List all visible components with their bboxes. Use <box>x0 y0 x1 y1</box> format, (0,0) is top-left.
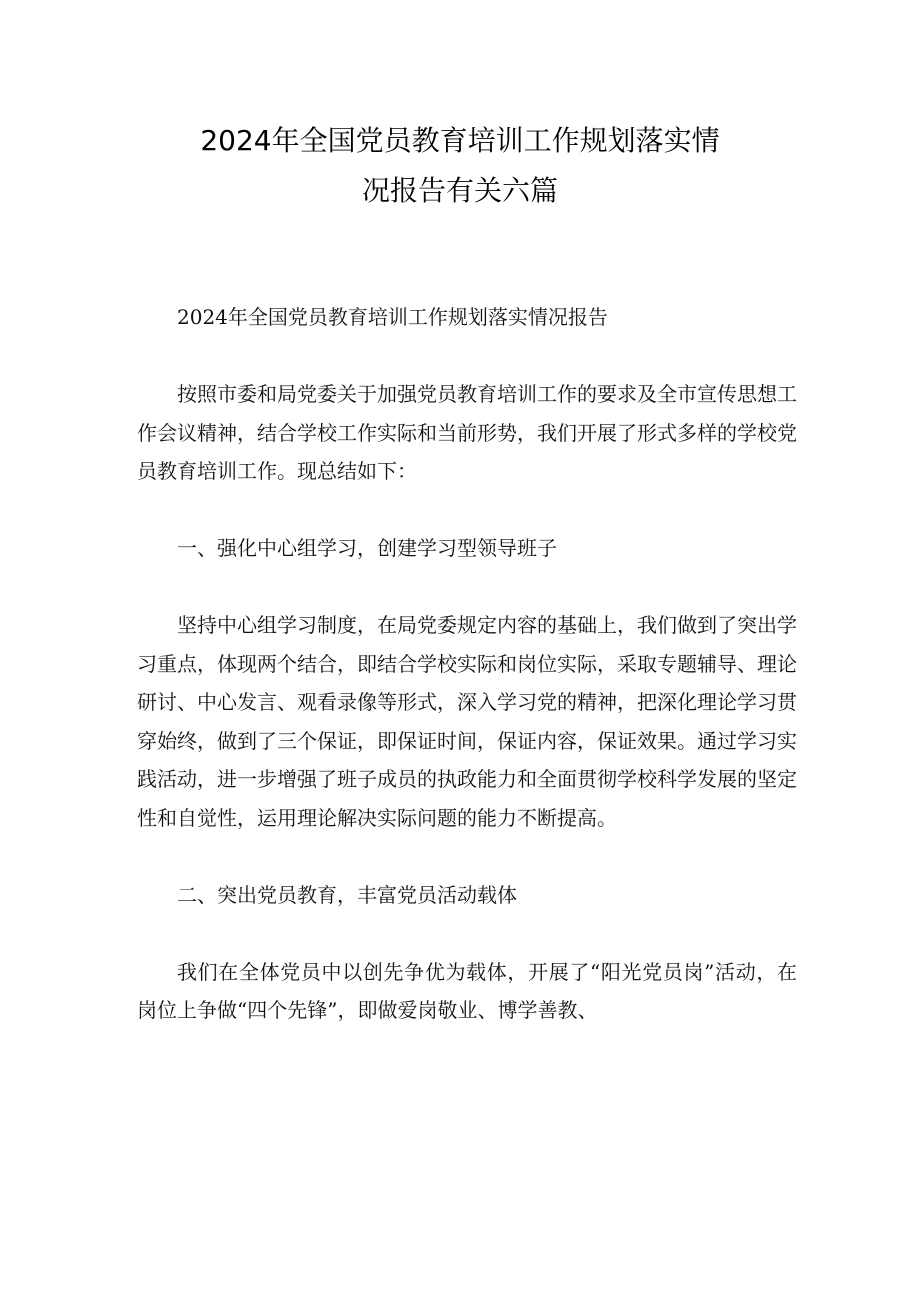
section-paragraph-2: 我们在全体党员中以创先争优为载体，开展了“阳光党员岗”活动，在岗位上争做“四个先锋”，即做爱岗敬业、博学善教、 <box>137 959 797 1022</box>
section-paragraph-1: 坚持中心组学习制度，在局党委规定内容的基础上，我们做到了突出学习重点，体现两个结合，即结合学校实际和岗位实际，采取专题辅导、理论研讨、中心发言、观看录像等形式，深入学习党的精神，把深化理论学习贯穿始终，做到了三个保证，即保证时间，保证内容，保证效果。通过学习实践活动，进一步增强了班子成员的执政能力和全面贯彻学校科学发展的坚定性和自觉性，运用理论解决实际问题的能力不断提高。 <box>137 613 797 830</box>
document-title-line-2: 况报告有关六篇 <box>361 174 558 207</box>
intro-paragraph: 按照市委和局党委关于加强党员教育培训工作的要求及全市宣传思想工作会议精神，结合学校工作实际和当前形势，我们开展了形式多样的学校党员教育培训工作。现总结如下： <box>137 382 797 483</box>
report-subtitle: 2024年全国党员教育培训工作规划落实情况报告 <box>177 305 608 329</box>
section-heading-2: 二、突出党员教育，丰富党员活动载体 <box>177 882 517 907</box>
document-body <box>137 298 797 1030</box>
document-title <box>120 116 800 216</box>
document-title-line-1: 2024年全国党员教育培训工作规划落实情 <box>200 124 720 157</box>
section-heading-1: 一、强化中心组学习，创建学习型领导班子 <box>177 536 557 560</box>
